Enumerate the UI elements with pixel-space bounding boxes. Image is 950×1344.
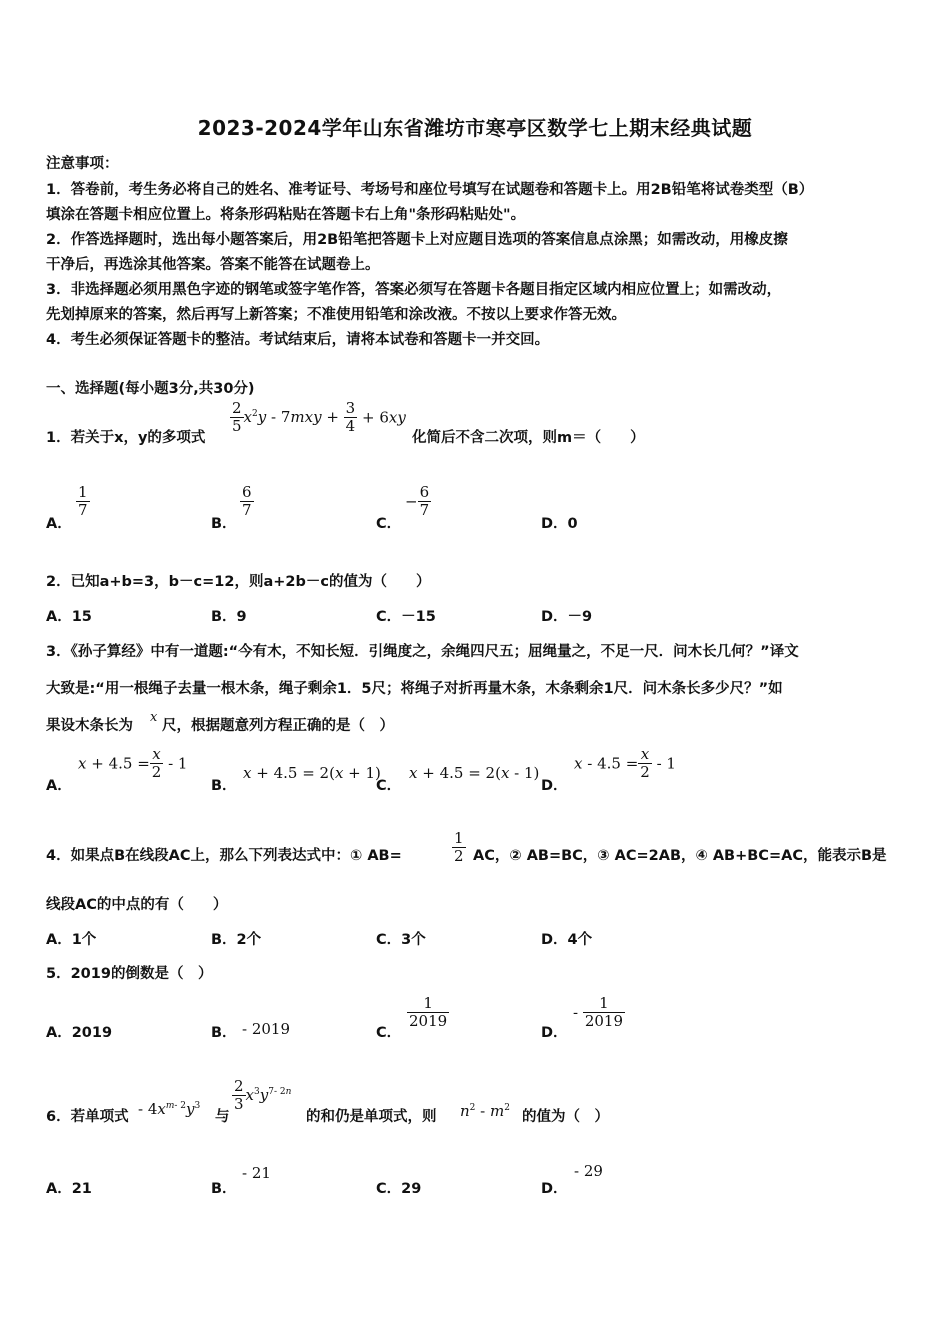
notice-line-7: 4．考生必须保证答题卡的整洁。考试结束后，请将本试卷和答题卡一并交回。 (46, 332, 550, 348)
notice-heading: 注意事项： (46, 156, 119, 172)
notice-line-3: 2．作答选择题时，选出每小题答案后，用2B铅笔把答题卡上对应题目选项的答案信息点涂黑；如需改动，用橡皮擦 (46, 232, 788, 248)
section-heading: 一、选择题(每小题3分,共30分) (46, 381, 255, 397)
notice-line-4: 干净后，再选涂其他答案。答案不能答在试题卷上。 (46, 257, 380, 273)
q4-stem-post: AC，② AB=BC，③ AC=2AB，④ AB+BC=AC，能表示B是 (473, 848, 887, 864)
q3-option-b-equation: x + 4.5 = 2(x + 1) (243, 764, 381, 782)
q3-variable-x: x (150, 710, 158, 725)
q3-line-3-post: 尺，根据题意列方程正确的是（ ） (162, 718, 394, 734)
q3-option-d-equation: x - 4.5 = $\frac{x}{2}$ - 1 (574, 745, 676, 782)
q6-option-a: A．21 (46, 1181, 92, 1197)
q5-option-d: D． (541, 1025, 568, 1041)
q3-option-b: B． (211, 778, 237, 794)
notice-line-2: 填涂在答题卡相应位置上。将条形码粘贴在答题卡右上角"条形码粘贴处"。 (46, 207, 526, 223)
q1-stem-pre: 1．若关于x，y的多项式 (46, 430, 206, 446)
q1-option-c: C． (376, 516, 402, 532)
notice-line-1: 1．答卷前，考生务必将自己的姓名、准考证号、考场号和座位号填写在试题卷和答题卡上。用2B铅笔将试卷类型（B） (46, 182, 814, 198)
q4-option-b: B．2个 (211, 932, 262, 948)
notice-line-6: 先划掉原来的答案，然后再写上新答案；不准使用铅笔和涂改液。不按以上要求作答无效。 (46, 307, 626, 323)
q1-polynomial: $\frac{2}{5}$ $x^2y - 7mxy$ + $\frac{3}{4}$ + 6xy (232, 399, 406, 436)
q4-fraction-half: $\frac{1}{2}$ (454, 829, 464, 866)
q5-option-b: B． (211, 1025, 237, 1041)
q6-monomial-1: - $4x^{m- 2}y^3$ (138, 1100, 201, 1118)
q2-option-c: C．－15 (376, 609, 436, 625)
q1-option-a: A． (46, 516, 72, 532)
q5-option-c-value: $\frac{1}{2019}$ (409, 994, 448, 1031)
q5-option-d-value: - $\frac{1}{2019}$ (573, 994, 624, 1031)
q3-option-c-equation: x + 4.5 = 2(x - 1) (409, 764, 540, 782)
q3-line-3-pre: 果设木条长为 (46, 718, 133, 734)
q4-option-a: A．1个 (46, 932, 97, 948)
q6-expression: $n^2 - m^2$ (460, 1102, 510, 1120)
q6-stem-post-1: 的和仍是单项式，则 (306, 1109, 437, 1125)
q6-option-d-value: - 29 (574, 1162, 603, 1180)
notice-line-5: 3．非选择题必须用黑色字迹的钢笔或签字笔作答，答案必须写在答题卡各题目指定区域内相应位置上；如需改动， (46, 282, 782, 298)
q6-option-b-value: - 21 (242, 1164, 271, 1182)
q3-line-2: 大致是:“用一根绳子去量一根木条，绳子剩余1．5尺；将绳子对折再量木条，木条剩余1尺．问木条长多少尺？”如 (46, 681, 783, 697)
q3-option-a-equation: x + 4.5 = $\frac{x}{2}$ - 1 (78, 745, 188, 782)
q4-line-2: 线段AC的中点的有（ ） (46, 897, 228, 913)
q6-option-d: D． (541, 1181, 568, 1197)
q5-option-a: A．2019 (46, 1025, 113, 1041)
q3-option-c: C． (376, 778, 402, 794)
q5-stem: 5．2019的倒数是（ ） (46, 966, 213, 982)
q4-option-d: D．4个 (541, 932, 593, 948)
q2-stem: 2．已知a+b=3，b－c=12，则a+2b－c的值为（ ） (46, 574, 431, 590)
q3-option-d: D． (541, 778, 568, 794)
q2-option-a: A．15 (46, 609, 92, 625)
q1-option-c-value: − $\frac{6}{7}$ (405, 483, 430, 520)
q1-stem-post: 化简后不含二次项，则m＝（ ） (412, 430, 645, 446)
q2-option-b: B．9 (211, 609, 247, 625)
page-title: 2023-2024学年山东省潍坊市寒亭区数学七上期末经典试题 (197, 116, 753, 140)
q6-monomial-2: $\frac{2}{3}$ $x^3y^{7- 2n}$ (234, 1077, 292, 1114)
q4-option-c: C．3个 (376, 932, 426, 948)
q4-stem-pre: 4．如果点B在线段AC上，那么下列表达式中：① AB= (46, 848, 402, 864)
q1-option-b-value: $\frac{6}{7}$ (242, 483, 252, 520)
q6-option-c: C．29 (376, 1181, 422, 1197)
q6-stem-post-2: 的值为（ ） (522, 1109, 609, 1125)
q3-option-a: A． (46, 778, 72, 794)
q1-option-b: B． (211, 516, 237, 532)
q1-option-a-value: $\frac{1}{7}$ (78, 483, 88, 520)
q2-option-d: D．－9 (541, 609, 593, 625)
q3-line-1: 3．《孙子算经》中有一道题:“今有木，不知长短．引绳度之，余绳四尺五；屈绳量之，不足一尺．问木长几何？”译文 (46, 644, 799, 660)
q6-option-b: B． (211, 1181, 237, 1197)
q6-stem-mid: 与 (215, 1109, 230, 1125)
q6-stem-pre: 6．若单项式 (46, 1109, 129, 1125)
q5-option-b-value: - 2019 (242, 1020, 291, 1038)
q1-option-d: D．0 (541, 516, 578, 532)
q5-option-c: C． (376, 1025, 402, 1041)
